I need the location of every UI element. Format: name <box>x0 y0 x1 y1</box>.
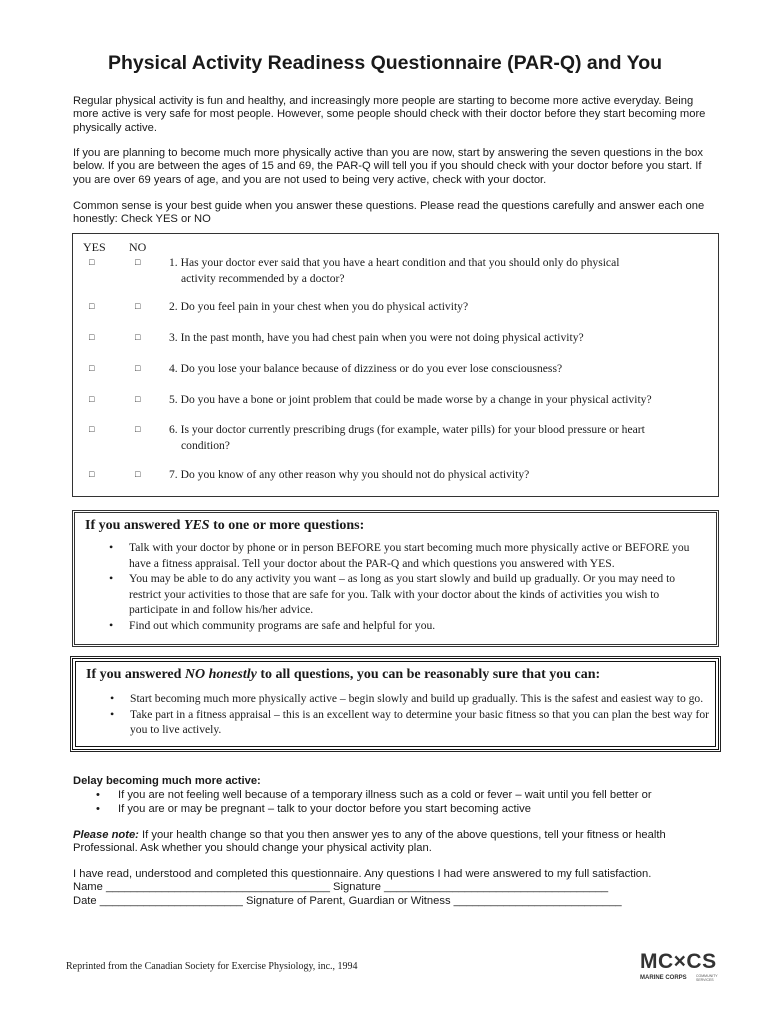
list-item: • You may be able to do any activity you want – as long as you start slowly and build up gradually. Or you may need to restrict your activities to those that are safe for you. Talk with your doctor about the kinds of activities you wish to participate in and follow his/her advice. <box>129 571 709 618</box>
logo-subtitle: MARINE CORPS <box>640 975 687 981</box>
yes-checkbox[interactable]: □ <box>89 301 95 311</box>
yes-box-list <box>129 540 709 633</box>
no-column-header: NO <box>129 240 147 254</box>
question-text: 1. Has your doctor ever said that you have a heart condition and that you should only do physical activity recommended by a doctor? <box>169 256 620 285</box>
list-item: • Take part in a fitness appraisal – this is an excellent way to determine your basic fitness so that you can plan the best way for you to live actively. <box>130 707 710 738</box>
question-text: 5. Do you have a bone or joint problem that could be made worse by a change in your physical activity? <box>169 393 652 406</box>
no-box-list <box>130 691 710 738</box>
list-item: • Start becoming much more physically active – begin slowly and build up gradually. This is the safest and easiest way to go. <box>130 691 710 707</box>
date-witness-line[interactable]: Date _______________________ Signature of Parent, Guardian or Witness ___________________________ <box>73 894 622 907</box>
yes-box-heading: If you answered YES to one or more questions: <box>85 518 365 533</box>
yes-checkbox[interactable]: □ <box>89 257 95 267</box>
question-text: 6. Is your doctor currently prescribing drugs (for example, water pills) for your blood pressure or heart condition? <box>169 423 645 452</box>
delay-section <box>73 774 652 816</box>
list-item: • If you are or may be pregnant – talk to your doctor before you start becoming active <box>118 802 652 816</box>
list-item: • If you are not feeling well because of a temporary illness such as a cold or fever – wait until you fell better or <box>118 788 652 802</box>
list-item: • Talk with your doctor by phone or in person BEFORE you start becoming much more physically active or BEFORE you have a fitness appraisal. Tell your doctor about the PAR-Q and which questions you answered with YES. <box>129 540 709 571</box>
no-checkbox[interactable]: □ <box>135 424 141 434</box>
no-checkbox[interactable]: □ <box>135 257 141 267</box>
question-text: 3. In the past month, have you had chest pain when you were not doing physical activity? <box>169 331 584 344</box>
logo-subtitle-2: COMMUNITY SERVICES <box>696 974 718 982</box>
no-checkbox[interactable]: □ <box>135 469 141 479</box>
name-signature-line[interactable]: Name ____________________________________ Signature ____________________________________ <box>73 881 609 894</box>
yes-checkbox[interactable]: □ <box>89 363 95 373</box>
intro-paragraph-1: Regular physical activity is fun and healthy, and increasingly more people are starting to become more active everyday. Being more active is very safe for most people. However, some people should check with their doctor before they start becoming more physically active. <box>73 95 706 134</box>
page-title: Physical Activity Readiness Questionnaire (PAR-Q) and You <box>107 52 663 74</box>
statement: I have read, understood and completed this questionnaire. Any questions I had were answered to my full satisfaction. <box>73 868 652 880</box>
yes-checkbox[interactable]: □ <box>89 469 95 479</box>
no-checkbox[interactable]: □ <box>135 301 141 311</box>
question-text: 4. Do you lose your balance because of dizziness or do you ever lose consciousness? <box>169 362 563 375</box>
signature-section <box>73 868 651 908</box>
intro-paragraph-3: Common sense is your best guide when you answer these questions. Please read the questions carefully and answer each one honestly: Check YES or NO <box>73 200 705 226</box>
question-text: 7. Do you know of any other reason why you should not do physical activity? <box>169 468 530 481</box>
yes-checkbox[interactable]: □ <box>89 424 95 434</box>
yes-checkbox[interactable]: □ <box>89 394 95 404</box>
yes-column-header: YES <box>83 240 106 254</box>
note-label: Please note: <box>73 829 139 841</box>
no-box-heading: If you answered NO honestly to all questions, you can be reasonably sure that you can: <box>86 667 601 682</box>
no-checkbox[interactable]: □ <box>135 332 141 342</box>
yes-answer-box <box>72 510 719 647</box>
logo-text: MC×CS <box>640 950 717 973</box>
footer-credit: Reprinted from the Canadian Society for Exercise Physiology, inc., 1994 <box>66 961 358 972</box>
note-paragraph: Please note: If your health change so that you then answer yes to any of the above questions, tell your fitness or health Professional. Ask whether you should change your physical activity plan. <box>73 829 666 855</box>
yes-checkbox[interactable]: □ <box>89 332 95 342</box>
mccs-logo <box>640 950 718 986</box>
list-item: • Find out which community programs are safe and helpful for you. <box>129 618 709 634</box>
delay-heading: Delay becoming much more active: <box>73 775 261 787</box>
no-answer-box <box>72 658 719 750</box>
no-checkbox[interactable]: □ <box>135 394 141 404</box>
questionnaire-box <box>72 233 719 497</box>
intro-paragraph-2: If you are planning to become much more physically active than you are now, start by answering the seven questions in the box below. If you are between the ages of 15 and 69, the PAR-Q will tell you if you should check with your doctor before you start. If you are over 69 years of age, and you are not used to being very active, check with your doctor. <box>73 147 703 186</box>
no-checkbox[interactable]: □ <box>135 363 141 373</box>
question-text: 2. Do you feel pain in your chest when you do physical activity? <box>169 300 469 313</box>
